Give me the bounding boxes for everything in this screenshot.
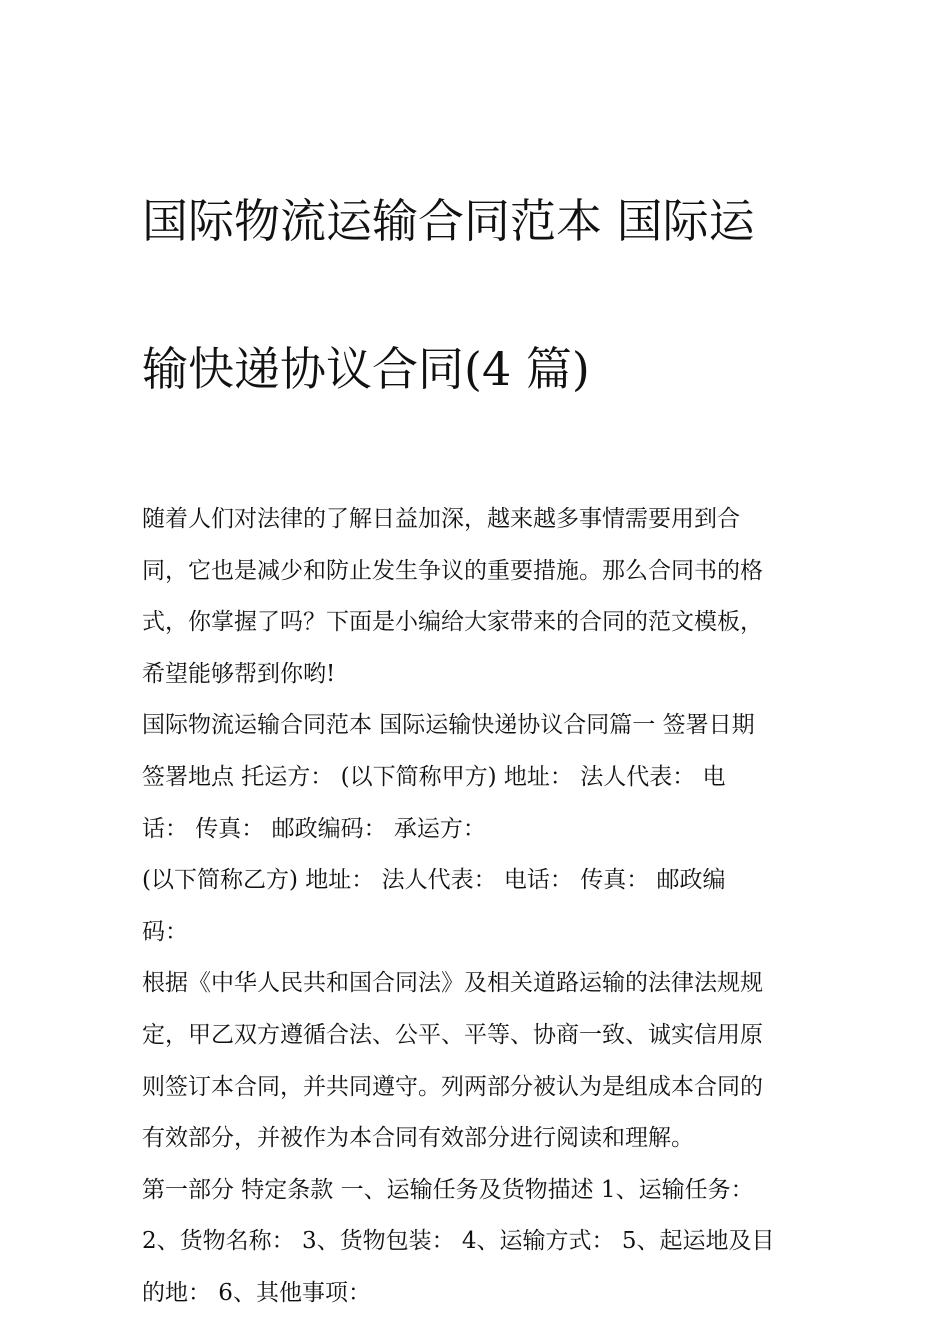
carrier-info-paragraph xyxy=(142,855,822,958)
text-line: 码： xyxy=(142,918,188,945)
text-line: 同，它也是减少和防止发生争议的重要措施。那么合同书的格 xyxy=(142,557,763,584)
title-line: 输快递协议合同(4 篇) xyxy=(142,342,590,396)
legal-basis-paragraph xyxy=(142,958,822,1164)
specific-terms-paragraph xyxy=(142,1165,822,1320)
text-line: (以下简称乙方) 地址： 法人代表： 电话： 传真： 邮政编 xyxy=(142,867,726,894)
text-line: 有效部分，并被作为本合同有效部分进行阅读和理解。 xyxy=(142,1125,694,1152)
text-line: 国际物流运输合同范本 国际运输快递协议合同篇一 签署日期 xyxy=(142,712,755,739)
text-line: 式，你掌握了吗？下面是小编给大家带来的合同的范文模板， xyxy=(142,609,763,636)
contract-parties-paragraph xyxy=(142,700,822,855)
text-line: 随着人们对法律的了解日益加深，越来越多事情需要用到合 xyxy=(142,506,740,532)
text-line: 的地： 6、其他事项： xyxy=(142,1279,371,1306)
text-line: 第一部分 特定条款 一、运输任务及货物描述 1、运输任务： xyxy=(142,1176,754,1203)
text-line: 定，甲乙双方遵循合法、公平、平等、协商一致、诚实信用原 xyxy=(142,1021,763,1048)
text-line: 希望能够帮到你哟! xyxy=(142,660,336,687)
document-body xyxy=(142,494,822,1320)
document-page xyxy=(142,110,822,1320)
text-line: 2、货物名称： 3、货物包装： 4、运输方式： 5、起运地及目 xyxy=(142,1228,775,1255)
text-line: 签署地点 托运方： (以下简称甲方) 地址： 法人代表： 电 xyxy=(142,763,726,790)
text-line: 根据《中华人民共和国合同法》及相关道路运输的法律法规规 xyxy=(142,970,763,997)
title-line: 国际物流运输合同范本 国际运 xyxy=(142,194,755,248)
text-line: 话： 传真： 邮政编码： 承运方： xyxy=(142,815,486,842)
document-title xyxy=(142,110,822,480)
intro-paragraph xyxy=(142,494,822,700)
text-line: 则签订本合同，并共同遵守。列两部分被认为是组成本合同的 xyxy=(142,1073,763,1100)
